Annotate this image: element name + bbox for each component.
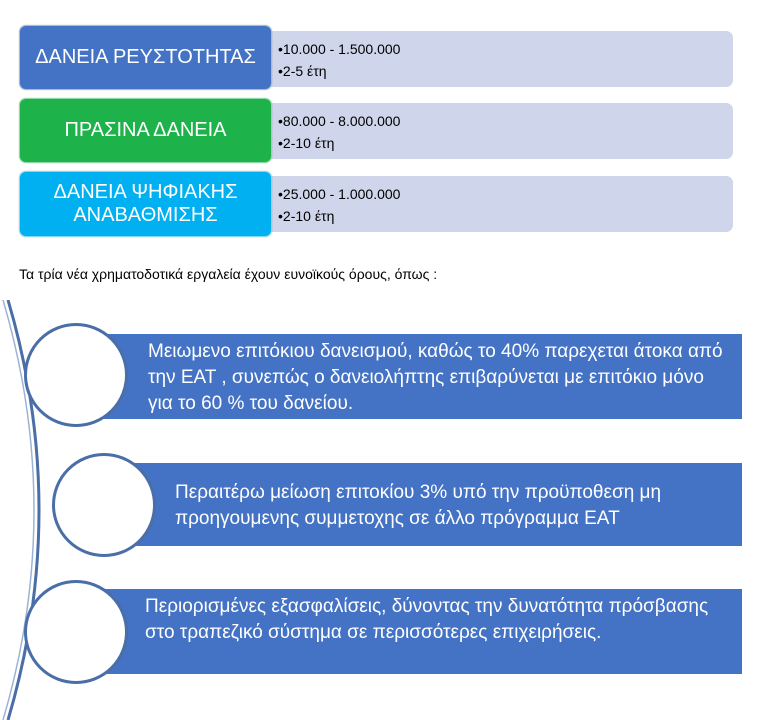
loan-duration: • 2-5 έτη [278,60,733,82]
loan-amount: • 10.000 - 1.500.000 [278,38,733,60]
term-bar-1 [78,334,742,419]
loan-title-green [19,98,272,163]
loan-title-text: ΔΑΝΕΙΑ ΡΕΥΣΤΟΤΗΤΑΣ [35,46,256,68]
term-bar-2 [105,463,742,546]
loan-amount: • 80.000 - 8.000.000 [278,110,733,132]
intro-text: Τα τρία νέα χρηματοδοτικά εργαλεία έχουν ευνοϊκούς όρους, όπως : [19,266,438,282]
loan-detail-green [270,103,733,159]
loan-duration: • 2-10 έτη [278,132,733,154]
loan-title-digital [19,171,272,237]
loan-amount: • 25.000 - 1.000.000 [278,183,733,205]
term-text: Περιορισμένες εξασφαλίσεις, δύνοντας την δυνατότητα πρόσβασης στο τραπεζικό σύστημα σε περισσότερες επιχειρήσεις. [145,596,709,643]
bullet-circle-2 [52,453,156,557]
bullet-circle-3 [24,580,128,684]
term-bar-3 [78,589,742,674]
term-text: Μειωμενο επιτόκιου δανεισμού, καθώς το 40% παρεχεται άτοκα από την ΕΑΤ , συνεπώς ο δανειολήπτης επιβαρύνεται με επιτόκιο μόνο για το 60 % του δανείου. [148,341,723,414]
bullet-circle-1 [24,323,128,427]
loan-detail-digital [270,176,733,232]
loan-duration: • 2-10 έτη [278,205,733,227]
loan-title-text: ΠΡΑΣΙΝΑ ΔΑΝΕΙΑ [64,119,227,141]
loan-detail-liquidity [270,31,733,87]
loan-title-text: ΔΑΝΕΙΑ ΨΗΦΙΑΚΗΣ ΑΝΑΒΑΘΜΙΣΗΣ [53,181,238,226]
term-text: Περαιτέρω μείωση επιτοκίου 3% υπό την προϋποθεση μη προηγουμενης συμμετοχης σε άλλο πρόγραμμα ΕΑΤ [175,482,662,529]
loan-title-liquidity [19,25,272,90]
